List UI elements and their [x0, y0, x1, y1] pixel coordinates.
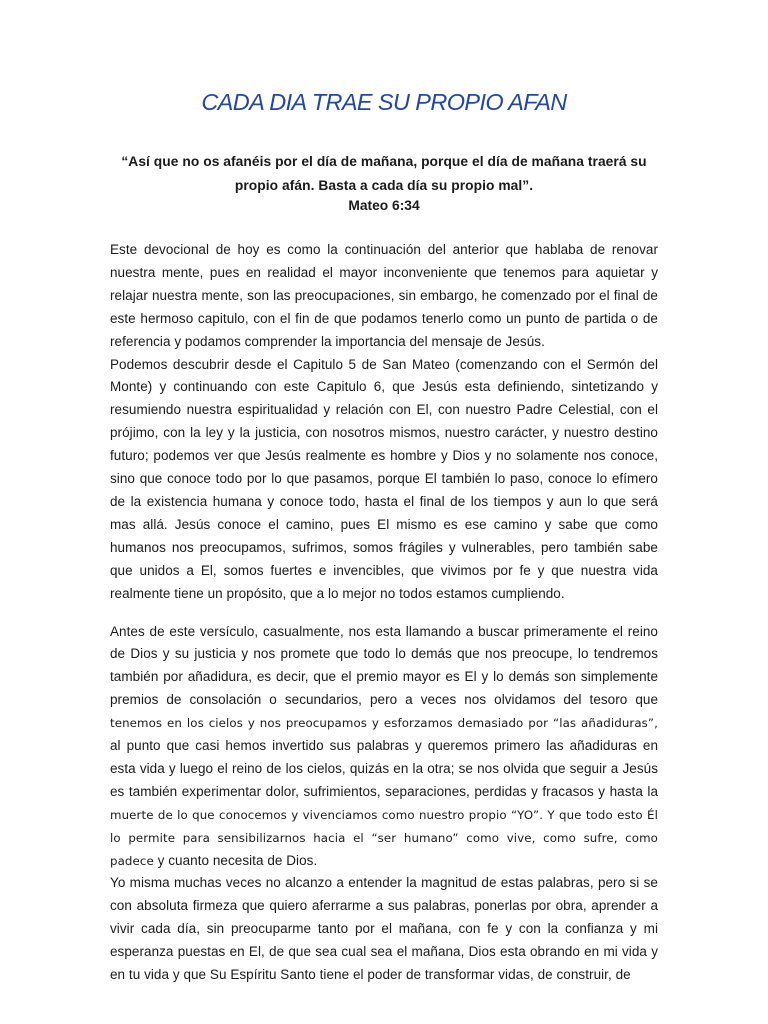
paragraph-2: Podemos descubrir desde el Capitulo 5 de San Mateo (comenzando con el Sermón del Monte) y continuando con este Capitulo 6, que Jesús esta definiendo, sintetizando y resumiendo nuestra espiritualidad y relación con El, con nuestro Padre Celestial, con el prójimo, con la ley y la justicia, con nosotros mismos, nuestro carácter, y nuestro destino futuro; podemos ver que Jesús realmente es hombre y Dios y no solamente nos conoce, sino que conoce todo por lo que pasamos, porque El también lo paso, conoce lo efímero de la existencia humana y conoce todo, hasta el final de los tiempos y aun lo que será mas allá. Jesús conoce el camino, pues El mismo es ese camino y sabe que como humanos nos preocupamos, sufrimos, somos frágiles y vulnerables, pero también sabe que unidos a El, somos fuertes e invencibles, que vivimos por fe y que nuestra vida realmente tiene un propósito, que a lo mejor no todos estamos cumpliendo. [110, 356, 658, 601]
document-body [110, 239, 658, 987]
paragraph-3-part-d: muerte de lo que conocemos y vivenciamos como nuestro propio “YO”. Y que todo esto Él lo permite para sensibilizarnos hacia el “ser humano” como vive, como sufre, como padece [110, 807, 658, 868]
bible-reference: Mateo 6:34 [348, 198, 420, 213]
paragraph-1: Este devocional de hoy es como la continuación del anterior que hablaba de renovar nuestra mente, pues en realidad el mayor inconveniente que tenemos para aquietar y relajar nuestra mente, son las preocupaciones, sin embargo, he comenzado por el final de este hermoso capitulo, con el fin de que podamos tenerlo como un punto de partida o de referencia y podamos comprender la importancia del mensaje de Jesús. [110, 242, 658, 349]
paragraph-3-part-b: tenemos en los cielos y nos preocupamos y esforzamos demasiado por “las añadiduras”, [110, 716, 658, 731]
paragraph-3-part-e: y cuanto necesita de Dios. [153, 852, 318, 868]
paragraph-3-part-c: al punto que casi hemos invertido sus palabras y queremos primero las añadiduras en esta vida y luego el reino de los cielos, quizás en la otra; se nos olvida que seguir a Jesús es también experimentar dolor, sufrimientos, separaciones, perdidas y fracasos y hasta la [110, 738, 658, 799]
document-title: CADA DIA TRAE SU PROPIO AFAN [201, 89, 567, 115]
paragraph-3-part-a: Antes de este versículo, casualmente, nos esta llamando a buscar primeramente el reino de Dios y su justicia y nos promete que todo lo demás que nos preocupe, lo tendremos también por añadidura, es decir, que el premio mayor es El y lo demás son simplemente premios de consolación o secundarios, pero a veces nos olvidamos del tesoro que [110, 623, 658, 708]
bible-quote: “Así que no os afanéis por el día de mañana, porque el día de mañana traerá su propio afán. Basta a cada día su propio mal”. [121, 154, 647, 193]
paragraph-3 [110, 621, 658, 873]
paragraph-4: Yo misma muchas veces no alcanzo a entender la magnitud de estas palabras, pero si se con absoluta firmeza que quiero aferrarme a sus palabras, ponerlas por obra, aprender a vivir cada día, sin preocuparme tanto por el mañana, con fe y con la confianza y mi esperanza puestas en El, de que sea cual sea el mañana, Dios esta obrando en mi vida y en tu vida y que Su Espíritu Santo tiene el poder de transformar vidas, de construir, de [110, 875, 658, 983]
